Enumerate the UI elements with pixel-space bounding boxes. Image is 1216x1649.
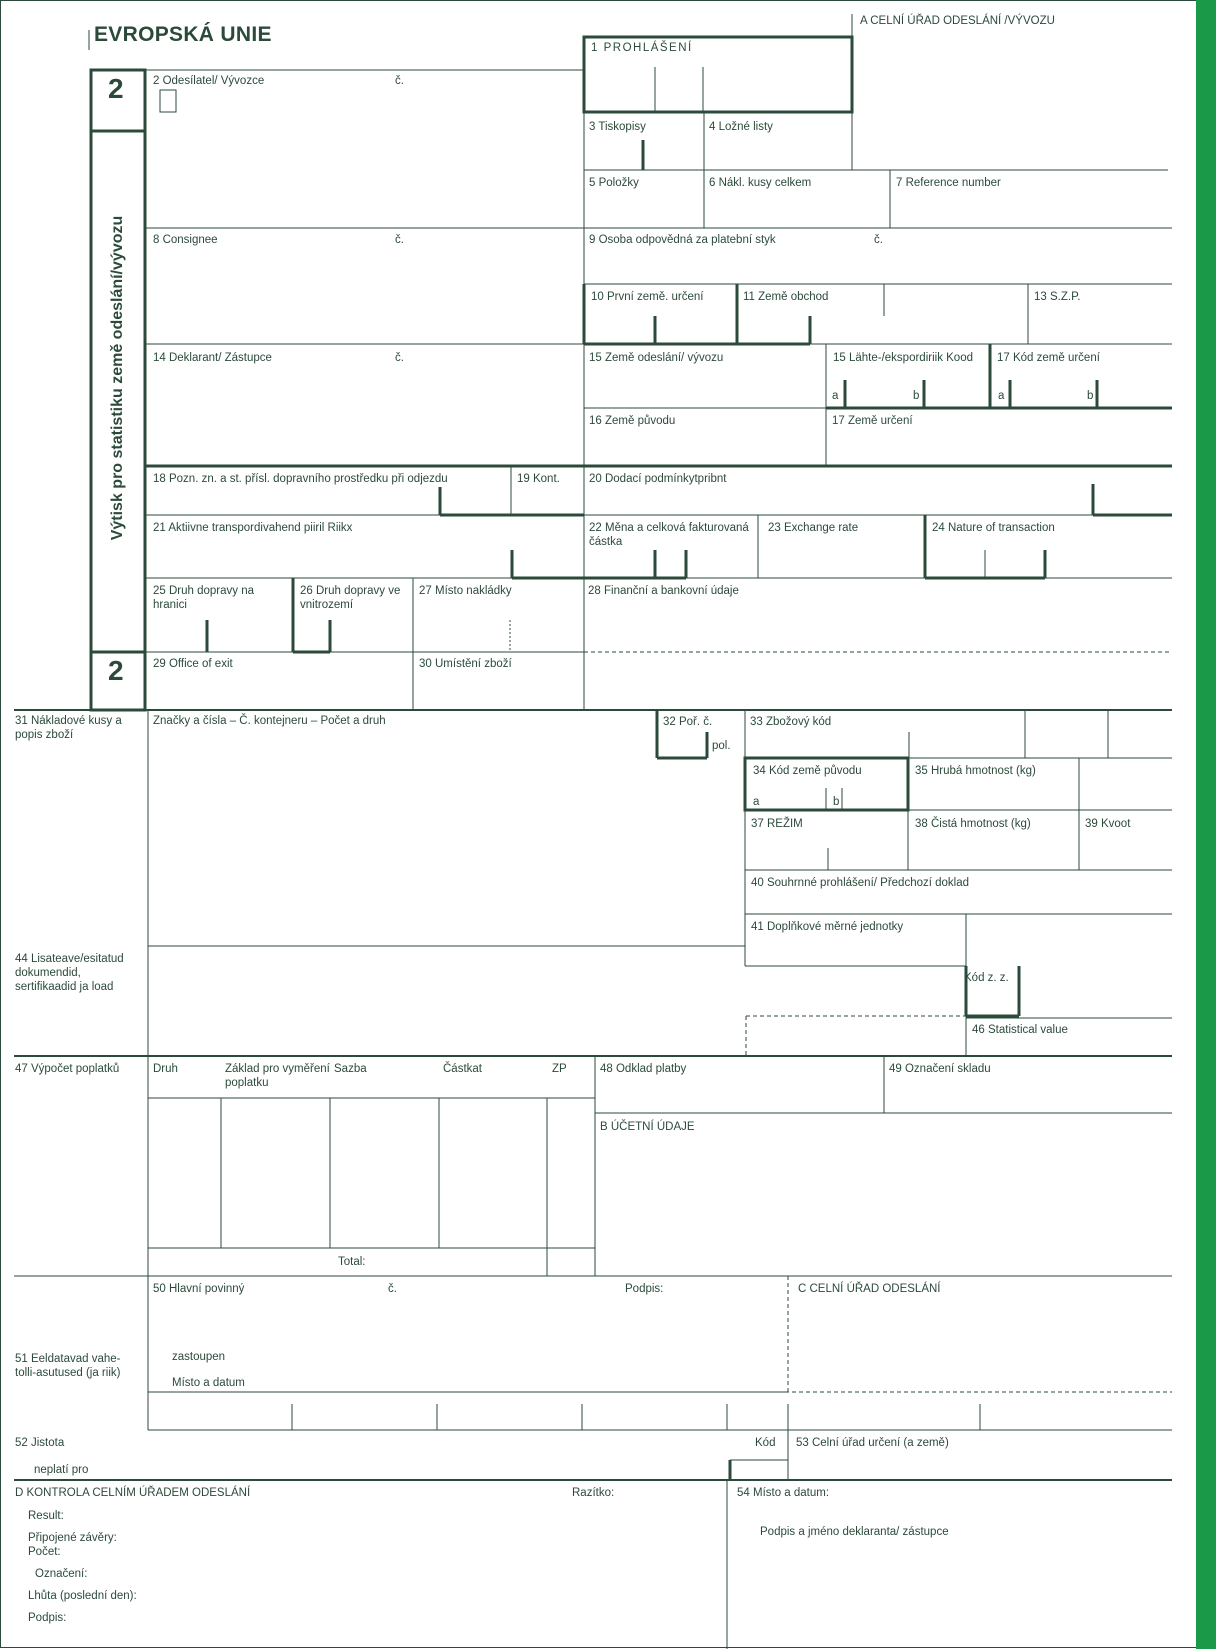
box-50-signature-label: Podpis: <box>625 1283 664 1295</box>
box-9-number-label: č. <box>874 234 883 246</box>
box-a-label: A CELNÍ ÚŘAD ODESLÁNÍ /VÝVOZU <box>860 15 1055 27</box>
box-47-col-mp: ZP <box>552 1063 567 1075</box>
box-3-label: 3 Tiskopisy <box>589 121 646 133</box>
box-29-label: 29 Office of exit <box>153 658 233 670</box>
box-6-label: 6 Nákl. kusy celkem <box>709 177 812 189</box>
box-d-seals-label: Připojené závěry: <box>28 1532 117 1544</box>
box-15-label: 15 Země odeslání/ vývozu <box>589 352 724 364</box>
box-47-label: 47 Výpočet poplatků <box>15 1063 120 1075</box>
box-32-sub-label: pol. <box>712 740 731 752</box>
box-14-label: 14 Deklarant/ Zástupce <box>153 352 272 364</box>
box-8-number-label: č. <box>395 234 404 246</box>
box-34-sub-a: a <box>753 796 760 808</box>
box-5-label: 5 Položky <box>589 177 639 189</box>
form-title: EVROPSKÁ UNIE <box>94 23 272 46</box>
box-26-label: 26 Druh dopravy ve vnitrozemí <box>300 585 401 611</box>
box-b-label: B ÚČETNÍ ÚDAJE <box>600 1121 695 1133</box>
box-2-label: 2 Odesílatel/ Vývozce <box>153 75 265 87</box>
box-1-label: 1 PROHLÁŠENÍ <box>591 42 693 54</box>
box-27-label: 27 Místo nakládky <box>419 585 512 597</box>
box-24-label: 24 Nature of transaction <box>932 522 1055 534</box>
box-50-place-date-label: Místo a datum <box>172 1377 245 1389</box>
box-38-label: 38 Čistá hmotnost (kg) <box>915 818 1031 830</box>
box-17-label: 17 Země určení <box>832 415 913 427</box>
box-9-label: 9 Osoba odpovědná za platební styk <box>589 234 776 246</box>
box-32-label: 32 Poř. č. <box>663 716 713 728</box>
box-28-label: 28 Finanční a bankovní údaje <box>588 585 739 597</box>
box-31-marks-label: Značky a čísla – Č. kontejneru – Počet a druh <box>153 715 386 727</box>
box-31-label: 31 Nákladové kusy a popis zboží <box>15 715 122 741</box>
box-50-label: 50 Hlavní povinný <box>153 1283 245 1295</box>
box-14-number-label: č. <box>395 352 404 364</box>
box-45-code-label: Kód z. z. <box>964 972 1009 984</box>
box-17a-sub-a: a <box>998 390 1005 402</box>
box-50-represented-label: zastoupen <box>172 1351 226 1363</box>
box-d-count-label: Počet: <box>28 1546 61 1558</box>
box-48-label: 48 Odklad platby <box>600 1063 687 1075</box>
box-39-label: 39 Kvoot <box>1085 818 1131 830</box>
box-19-label: 19 Kont. <box>517 473 560 485</box>
box-33-label: 33 Zbožový kód <box>750 716 832 728</box>
box-d-signature-label: Podpis: <box>28 1612 67 1624</box>
box-d-label: D KONTROLA CELNÍM ÚŘADEM ODESLÁNÍ <box>15 1487 251 1499</box>
box-2-number-label: č. <box>395 75 404 87</box>
box-c-label: C CELNÍ ÚŘAD ODESLÁNÍ <box>798 1283 941 1295</box>
box-11-label: 11 Země obchod <box>743 291 829 303</box>
box-d-stamp-label: Razítko: <box>572 1487 615 1499</box>
box-22-label: 22 Měna a celková fakturovaná částka <box>589 522 749 548</box>
box-d-marks-label: Označení: <box>35 1568 88 1580</box>
copy-number-bottom: 2 <box>108 655 124 686</box>
box-17a-sub-b: b <box>1087 390 1094 402</box>
box-34-sub-b: b <box>833 796 840 808</box>
box-49-label: 49 Označení skladu <box>889 1063 991 1075</box>
box-47-col-rate: Sazba <box>334 1063 367 1075</box>
box-53-label: 53 Celní úřad určení (a země) <box>796 1437 949 1449</box>
copy-number: 2 <box>108 73 124 104</box>
box-40-label: 40 Souhrnné prohlášení/ Předchozí doklad <box>751 877 970 889</box>
box-52-code-label: Kód <box>755 1437 776 1449</box>
box-41-label: 41 Doplňkové měrné jednotky <box>751 921 904 933</box>
box-15a-label: 15 Lähte-/ekspordiriik Kood <box>833 352 973 364</box>
box-52-label: 52 Jistota <box>15 1437 65 1449</box>
box-47-col-type: Druh <box>153 1063 178 1075</box>
box-50-number-label: č. <box>388 1283 397 1295</box>
box-d-deadline-label: Lhůta (poslední den): <box>28 1590 137 1602</box>
box-54-signature-label: Podpis a jméno deklaranta/ zástupce <box>760 1526 949 1538</box>
copy-purpose-vertical: Výtisk pro statistiku země odeslání/vývozu <box>109 215 126 541</box>
box-4-label: 4 Ložné listy <box>709 121 773 133</box>
box-13-label: 13 S.Z.P. <box>1034 291 1081 303</box>
box-37-label: 37 REŽIM <box>751 818 803 830</box>
box-d-result-label: Result: <box>28 1510 64 1522</box>
box-10-label: 10 První země. určení <box>591 291 704 303</box>
box-17a-label: 17 Kód země určení <box>997 352 1100 364</box>
box-35-label: 35 Hrubá hmotnost (kg) <box>915 765 1036 777</box>
box-51-label: 51 Eeldatavad vahe-tolli-asutused (ja riik) <box>15 1353 121 1379</box>
box-25-label: 25 Druh dopravy na hranici <box>153 585 255 611</box>
box-46-label: 46 Statistical value <box>972 1024 1068 1036</box>
box-7-label: 7 Reference number <box>896 177 1001 189</box>
box-52-not-valid-label: neplatí pro <box>34 1464 89 1476</box>
box-8-label: 8 Consignee <box>153 234 218 246</box>
box-23-label: 23 Exchange rate <box>768 522 859 534</box>
box-30-label: 30 Umístění zboží <box>419 658 512 670</box>
box-15a-sub-b: b <box>913 390 920 402</box>
box-47-col-amount: Částkat <box>443 1063 482 1075</box>
box-18-label: 18 Pozn. zn. a st. přísl. dopravního prostředku při odjezdu <box>153 473 448 485</box>
box-47-total-label: Total: <box>338 1256 366 1268</box>
box-54-label: 54 Místo a datum: <box>737 1487 830 1499</box>
box-44-label: 44 Lisateave/esitatud dokumendid, sertifikaadid ja load <box>15 953 124 993</box>
box-20-label: 20 Dodací podmínkytpribnt <box>589 473 727 485</box>
box-47-col-base: Základ pro vyměření poplatku <box>225 1063 330 1089</box>
box-34-label: 34 Kód země původu <box>753 765 862 777</box>
box-16-label: 16 Země původu <box>589 415 676 427</box>
box-15a-sub-a: a <box>832 390 839 402</box>
box-21-label: 21 Aktiivne transpordivahend piiril Riikx <box>153 522 353 534</box>
